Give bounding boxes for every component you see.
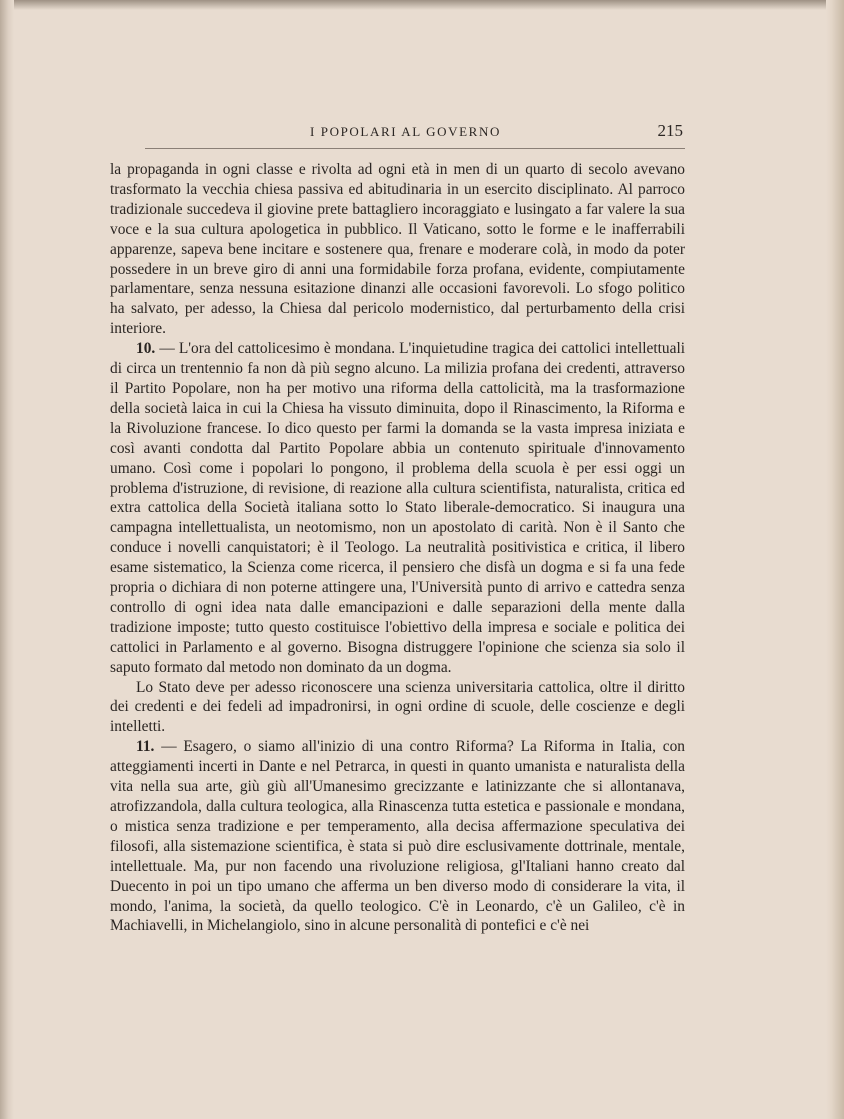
running-header xyxy=(145,118,685,149)
paragraph-2 xyxy=(110,339,685,677)
page-left-edge xyxy=(0,0,14,1119)
paragraph-4-text: — Esagero, o siamo all'inizio di una contro Riforma? La Riforma in Italia, con atteggiamenti incerti in Dante e nel Petrarca, in questi in quanto umanista e naturalista della vita nella sua arte, giù giù all'Umanesimo grecizzante e latinizzante che si allontanava, atrofizzandola, dalla cultura teologica, alla Rinascenza tutta estetica e passionale e mondana, o mistica senza tradizione e per temperamento, alla decisa affermazione speculativa dei filosofi, alla sistemazione scientifica, è stata si può dire esclusivamente dottrinale, mentale, intellettuale. Ma, pur non facendo una rivoluzione religiosa, gl'Italiani hanno creato dal Duecento in poi un tipo umano che afferma un ben diverso modo di considerare la vita, il mondo, l'anima, la società, da quello teologico. C'è in Leonardo, c'è un Galileo, c'è in Machiavelli, in Michelangiolo, sino in alcune personalità di pontefici e c'è nei xyxy=(110,738,685,935)
paragraph-1: la propaganda in ogni classe e rivolta ad ogni età in men di un quarto di secolo avevano trasformato la vecchia chiesa passiva ed abitudinaria in un esercito disciplinato. Al parroco tradizionale succedeva il giovine prete battagliero incoraggiato e lusingato a far valere la sua voce e la sua cultura apologetica in pubblico. Il Vaticano, sotto le forme e le inafferrabili apparenze, sapeva bene incitare e sostenere qua, frenare e moderare colà, in modo da poter possedere in un breve giro di anni una formidabile forza profana, evidente, compiutamente parlamentare, senza nessuna esitazione dinanzi alle occasioni favorevoli. Lo sfogo politico ha salvato, per adesso, la Chiesa dal pericolo modernistico, dal perturbamento della crisi interiore. xyxy=(110,161,685,338)
section-number-10: 10. xyxy=(136,340,156,358)
paragraph-2-text: — L'ora del cattolicesimo è mondana. L'inquietudine tragica dei cattolici intellettuali di circa un trentennio fa non dà più segno alcuno. La milizia profana dei credenti, attraverso il Partito Popolare, non ha per motivo una riforma della cattolicità, ma la trasformazione della società laica in cui la Chiesa ha vissuto diminuita, dopo il Rinascimento, la Riforma e la Rivoluzione francese. Io dico questo per farmi la domanda se la vasta impresa iniziata e così avanti condotta dal Partito Popolare abbia un contenuto spirituale d'innovamento umano. Così come i popolari lo pongono, il problema della scuola è per essi oggi un problema d'istruzione, di revisione, di reazione alla cultura scientifista, naturalista, critica ed extra cattolica della Società italiana sotto lo Stato liberale-democratico. Si inaugura una campagna intellettualista, un neotomismo, non un apostolato di carità. Non è il Santo che conduce i novelli canquistatori; è il Teologo. La neutralità positivistica e critica, il libero esame sistematico, la Scienza come ricerca, il pensiero che disfà un dogma e si fa una fede propria o dichiara di non poterne attingere una, l'Università punto di arrivo e cattedra senza controllo di ogni idea nata dalle emancipazioni e dalle separazioni della mente dalla tradizione imposte; tutto questo costituisce l'obiettivo della impresa e sociale e politica dei cattolici in Parlamento e al governo. Bisogna distruggere l'opinione che scienza sia solo il saputo formato dal metodo non dominato da un dogma. xyxy=(110,340,685,676)
page-right-edge xyxy=(826,0,844,1119)
page-number: 215 xyxy=(657,121,683,140)
paragraph-3: Lo Stato deve per adesso riconoscere una scienza universitaria cattolica, oltre il diritto dei credenti e dei fedeli ad impadronirsi, in ogni ordine di scuole, delle coscienze e degli intelletti. xyxy=(110,678,685,736)
page-top-edge xyxy=(0,0,844,10)
body-text xyxy=(110,160,685,936)
paragraph-4 xyxy=(110,737,685,936)
running-title: I POPOLARI AL GOVERNO xyxy=(310,124,501,139)
section-number-11: 11. xyxy=(136,738,155,756)
